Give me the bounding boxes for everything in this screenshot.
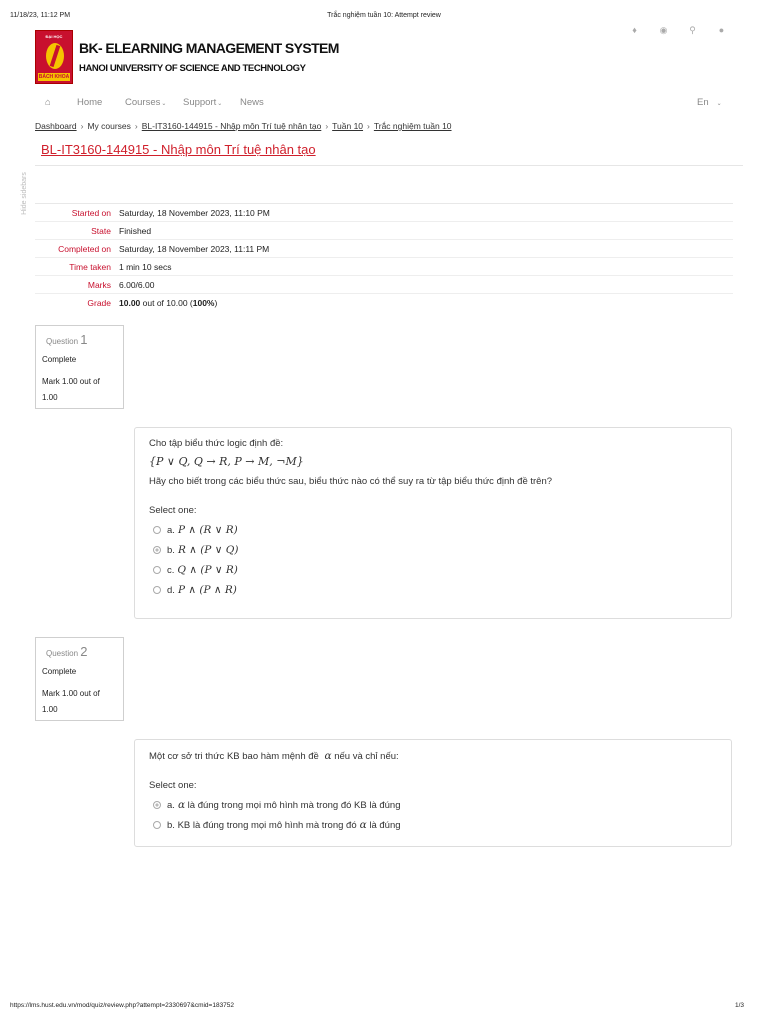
summary-key: Grade [35, 294, 119, 312]
grade-value: 10.00 [119, 297, 141, 308]
answer-option[interactable] [149, 819, 717, 831]
question-info-1 [35, 325, 124, 409]
breadcrumb-quiz[interactable]: Trắc nghiệm tuần 10 [373, 121, 452, 131]
breadcrumb-dashboard[interactable]: Dashboard [35, 121, 77, 131]
language-menu[interactable] [697, 97, 722, 108]
option-math: P ∧ (P ∧ R) [177, 584, 237, 596]
question-prompt-2: Hãy cho biết trong các biểu thức sau, biểu thức nào có thể suy ra từ tập biểu thức định đề trên? [149, 476, 553, 487]
breadcrumb-course[interactable]: BL-IT3160-144915 - Nhập môn Trí tuệ nhân tạo [141, 121, 322, 131]
search-icon[interactable]: ⚲ [689, 25, 696, 35]
option-math: α [177, 799, 186, 811]
summary-value: 6.00/6.00 [119, 276, 733, 294]
question-no: 2 [80, 644, 88, 659]
chat-icon[interactable]: ◉ [659, 25, 668, 35]
print-footer [0, 1002, 768, 1016]
nav-courses-label: Courses [125, 97, 161, 108]
radio-button-selected[interactable] [153, 546, 161, 554]
question-number [46, 332, 117, 347]
logo-top-text: ĐẠI HỌC [45, 34, 63, 39]
nav-courses[interactable] [125, 97, 166, 108]
question-prompt: Cho tập biểu thức logic định đề: [149, 438, 284, 449]
summary-value: Saturday, 18 November 2023, 11:11 PM [119, 240, 733, 258]
breadcrumb-separator: › [325, 121, 329, 131]
site-title: BK- ELEARNING MANAGEMENT SYSTEM [79, 40, 339, 56]
question-no: 1 [80, 332, 88, 347]
summary-key: Started on [35, 204, 119, 222]
question-content-2 [134, 739, 732, 847]
print-date: 11/18/23, 11:12 PM [10, 12, 71, 19]
radio-button-selected[interactable] [153, 801, 161, 809]
summary-row [35, 222, 733, 240]
nav-news[interactable]: News [240, 97, 264, 108]
print-url: https://lms.hust.edu.vn/mod/quiz/review.php?attempt=2330697&cmid=183752 [10, 1002, 235, 1009]
question-formula: {P ∨ Q, Q → R, P → M, ¬M} [149, 455, 304, 468]
option-text: là đúng [369, 819, 401, 831]
summary-row [35, 276, 733, 294]
divider [35, 165, 743, 166]
top-icons [630, 26, 726, 35]
option-letter: a. [167, 799, 175, 811]
hide-sidebars-label: Hide sidebars [20, 172, 28, 215]
question-prompt-b: nếu và chỉ nếu: [334, 751, 399, 762]
question-mark: Mark 1.00 out of 1.00 [42, 377, 100, 402]
breadcrumb [35, 121, 452, 131]
question-info-2 [35, 637, 124, 721]
answer-option[interactable] [149, 799, 717, 811]
option-letter: b. [167, 544, 175, 556]
breadcrumb-separator: › [134, 121, 138, 131]
radio-button[interactable] [153, 566, 161, 574]
summary-value: Finished [119, 222, 733, 240]
chevron-down-icon: ⌄ [161, 101, 167, 107]
option-letter: b. [167, 819, 175, 831]
grade-close: ) [214, 297, 218, 308]
logo[interactable] [35, 30, 73, 84]
logo-bottom-text: BÁCH KHOA [38, 74, 70, 80]
logo-emblem [46, 43, 64, 69]
print-page-number: 1/3 [734, 1002, 744, 1009]
breadcrumb-separator: › [367, 121, 370, 131]
select-one-label: Select one: [149, 780, 197, 791]
user-icon[interactable]: ● [718, 25, 725, 35]
option-letter: d. [167, 584, 175, 596]
summary-value: 1 min 10 secs [119, 258, 733, 276]
nav-home[interactable]: Home [77, 97, 103, 108]
summary-row [35, 294, 733, 312]
question-number [46, 644, 117, 659]
answer-option[interactable] [149, 564, 717, 576]
chevron-down-icon: ⌄ [716, 101, 722, 107]
option-math: α [359, 819, 367, 831]
summary-row [35, 204, 733, 222]
breadcrumb-my-courses: My courses [87, 121, 131, 131]
radio-button[interactable] [153, 526, 161, 534]
select-one-label: Select one: [149, 505, 197, 516]
grade-percent: 100% [192, 297, 215, 308]
question-state: Complete [42, 667, 77, 676]
answer-option[interactable] [149, 584, 717, 596]
option-math: P ∧ (R ∨ R) [177, 524, 238, 536]
bell-icon[interactable]: ♦ [632, 25, 637, 35]
course-title[interactable]: BL-IT3160-144915 - Nhập môn Trí tuệ nhân tạo [41, 142, 316, 157]
nav-support-label: Support [183, 97, 217, 108]
print-title: Trắc nghiệm tuần 10: Attempt review [327, 12, 441, 19]
question-state: Complete [42, 355, 77, 364]
question-mark: Mark 1.00 out of 1.00 [42, 689, 100, 714]
navbar [35, 94, 733, 114]
summary-key: Time taken [35, 258, 119, 276]
summary-key: Completed on [35, 240, 119, 258]
summary-row [35, 240, 733, 258]
option-letter: c. [167, 564, 175, 576]
radio-button[interactable] [153, 821, 161, 829]
grade-out-of: out of 10.00 ( [140, 297, 193, 308]
breadcrumb-week[interactable]: Tuần 10 [332, 121, 364, 131]
summary-key: State [35, 222, 119, 240]
home-icon[interactable]: ⌂ [45, 97, 51, 108]
question-content-1 [134, 427, 732, 619]
nav-support[interactable] [183, 97, 222, 108]
site-subtitle: HANOI UNIVERSITY OF SCIENCE AND TECHNOLOGY [79, 63, 306, 74]
option-text: là đúng trong mọi mô hình mà trong đó KB là đúng [187, 799, 401, 811]
radio-button[interactable] [153, 586, 161, 594]
question-prompt [149, 750, 717, 762]
summary-value [119, 294, 733, 312]
attempt-summary-table [35, 203, 733, 312]
answer-option[interactable] [149, 544, 717, 556]
summary-row [35, 258, 733, 276]
option-math: Q ∧ (P ∨ R) [177, 564, 238, 576]
answer-option[interactable] [149, 524, 717, 536]
question-label: Question [46, 337, 79, 346]
option-math: R ∧ (P ∨ Q) [177, 544, 239, 556]
chevron-down-icon: ⌄ [217, 101, 223, 107]
question-prompt-a: Một cơ sở tri thức KB bao hàm mệnh đề [149, 751, 319, 762]
question-label: Question [46, 649, 79, 658]
summary-key: Marks [35, 276, 119, 294]
option-pre-text: KB là đúng trong mọi mô hình mà trong đó [177, 819, 357, 831]
language-label: En [697, 97, 709, 108]
option-letter: a. [167, 524, 175, 536]
breadcrumb-separator: › [80, 121, 84, 131]
question-prompt-math: α [324, 750, 332, 762]
summary-value: Saturday, 18 November 2023, 11:10 PM [119, 204, 733, 222]
